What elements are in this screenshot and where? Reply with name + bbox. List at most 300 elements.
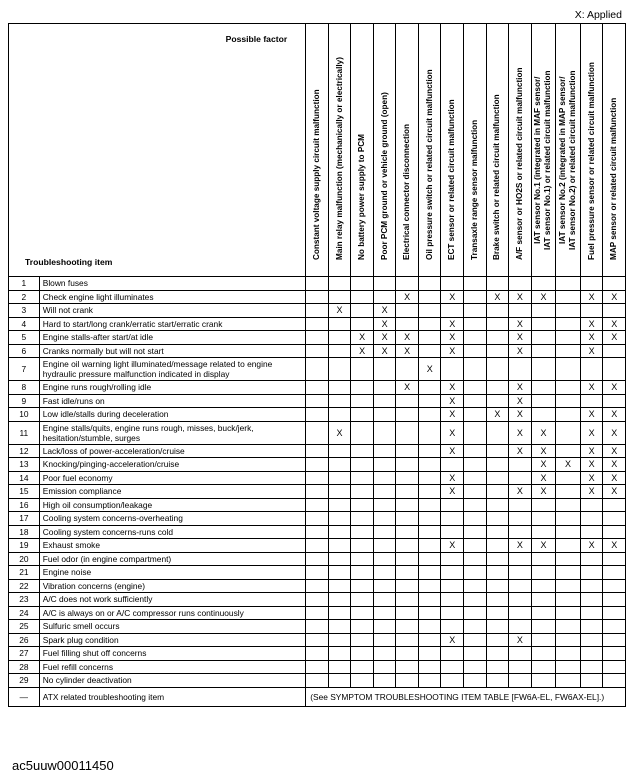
row-number: 17: [9, 512, 40, 526]
applied-mark: [531, 633, 556, 647]
applied-mark: [351, 512, 374, 526]
applied-mark: [306, 512, 329, 526]
applied-mark: X: [328, 421, 351, 444]
applied-mark: [580, 552, 603, 566]
applied-mark: [580, 647, 603, 661]
table-row: [9, 525, 626, 539]
applied-mark: [328, 566, 351, 580]
applied-mark: [603, 394, 626, 408]
applied-mark: [418, 593, 441, 607]
applied-mark: [328, 647, 351, 661]
table-row: [9, 331, 626, 345]
applied-mark: [556, 421, 581, 444]
applied-mark: X: [580, 408, 603, 422]
applied-mark: [556, 381, 581, 395]
applied-mark: [351, 593, 374, 607]
applied-mark: [351, 606, 374, 620]
applied-mark: [486, 304, 509, 318]
applied-mark: [396, 647, 419, 661]
applied-mark: [328, 620, 351, 634]
applied-mark: X: [603, 458, 626, 472]
applied-mark: [328, 458, 351, 472]
applied-mark: [418, 512, 441, 526]
applied-mark: [464, 290, 487, 304]
symptom-cell: Engine noise: [39, 566, 305, 580]
row-number: 20: [9, 552, 40, 566]
applied-mark: X: [373, 344, 396, 358]
applied-mark: [306, 593, 329, 607]
applied-mark: X: [603, 290, 626, 304]
applied-mark: [351, 566, 374, 580]
applied-mark: [486, 539, 509, 553]
applied-mark: [464, 660, 487, 674]
applied-mark: [580, 498, 603, 512]
table-row: [9, 539, 626, 553]
factor-header: [418, 24, 441, 277]
applied-mark: [328, 344, 351, 358]
applied-mark: [418, 277, 441, 291]
applied-mark: X: [373, 317, 396, 331]
applied-mark: [603, 344, 626, 358]
table-row: [9, 566, 626, 580]
factor-header: [464, 24, 487, 277]
applied-mark: [556, 633, 581, 647]
applied-mark: [306, 552, 329, 566]
applied-mark: [556, 408, 581, 422]
applied-mark: [328, 512, 351, 526]
applied-mark: [486, 552, 509, 566]
row-number: 6: [9, 344, 40, 358]
applied-mark: [396, 539, 419, 553]
applied-mark: [418, 660, 441, 674]
applied-mark: [531, 344, 556, 358]
applied-mark: [556, 358, 581, 381]
factor-header: [351, 24, 374, 277]
applied-mark: [531, 408, 556, 422]
applied-mark: X: [580, 290, 603, 304]
factor-label: Main relay malfunction (mechanically or electrically): [334, 57, 344, 260]
applied-mark: [486, 458, 509, 472]
applied-mark: [418, 620, 441, 634]
applied-mark: X: [509, 394, 532, 408]
applied-mark: [603, 552, 626, 566]
applied-mark: [441, 552, 464, 566]
applied-mark: [396, 421, 419, 444]
applied-mark: [441, 606, 464, 620]
applied-mark: [531, 674, 556, 688]
row-number: 5: [9, 331, 40, 345]
applied-mark: [556, 394, 581, 408]
applied-mark: [418, 552, 441, 566]
applied-mark: [396, 525, 419, 539]
applied-mark: [396, 498, 419, 512]
applied-mark: [580, 512, 603, 526]
applied-mark: [580, 593, 603, 607]
applied-mark: [509, 304, 532, 318]
applied-mark: X: [486, 290, 509, 304]
applied-mark: [373, 660, 396, 674]
applied-mark: [531, 381, 556, 395]
applied-mark: X: [441, 394, 464, 408]
table-row: [9, 471, 626, 485]
symptom-cell: Engine stalls/quits, engine runs rough, misses, buck/jerk, hesitation/stumble, surges: [39, 421, 305, 444]
applied-mark: [486, 674, 509, 688]
applied-mark: X: [580, 539, 603, 553]
applied-mark: [396, 304, 419, 318]
applied-mark: X: [509, 381, 532, 395]
applied-mark: [556, 552, 581, 566]
applied-mark: [306, 381, 329, 395]
applied-mark: [509, 512, 532, 526]
applied-mark: [351, 660, 374, 674]
row-number: 4: [9, 317, 40, 331]
applied-mark: [509, 606, 532, 620]
applied-mark: [441, 277, 464, 291]
applied-mark: [531, 606, 556, 620]
symptom-cell: Engine runs rough/rolling idle: [39, 381, 305, 395]
atx-row: [9, 687, 626, 706]
table-row: [9, 317, 626, 331]
header-row: [9, 24, 626, 277]
applied-mark: [486, 394, 509, 408]
applied-mark: [509, 552, 532, 566]
applied-mark: [464, 552, 487, 566]
table-row: [9, 498, 626, 512]
table-row: [9, 444, 626, 458]
applied-mark: [580, 394, 603, 408]
applied-mark: [373, 647, 396, 661]
applied-mark: [441, 566, 464, 580]
table-row: [9, 358, 626, 381]
applied-mark: [351, 458, 374, 472]
applied-mark: [580, 660, 603, 674]
applied-mark: [373, 633, 396, 647]
applied-mark: X: [441, 381, 464, 395]
applied-mark: [486, 593, 509, 607]
table-row: [9, 512, 626, 526]
row-number: 10: [9, 408, 40, 422]
applied-mark: [603, 358, 626, 381]
symptom-cell: High oil consumption/leakage: [39, 498, 305, 512]
applied-mark: [441, 525, 464, 539]
applied-mark: [556, 317, 581, 331]
applied-mark: [464, 381, 487, 395]
applied-mark: X: [580, 444, 603, 458]
row-number: 12: [9, 444, 40, 458]
applied-mark: [328, 394, 351, 408]
row-number: 3: [9, 304, 40, 318]
applied-mark: [509, 620, 532, 634]
symptom-cell: Lack/loss of power-acceleration/cruise: [39, 444, 305, 458]
applied-mark: [306, 525, 329, 539]
applied-mark: X: [441, 539, 464, 553]
applied-mark: [418, 633, 441, 647]
applied-mark: [396, 408, 419, 422]
applied-mark: [418, 421, 441, 444]
applied-mark: X: [531, 458, 556, 472]
applied-mark: [486, 525, 509, 539]
applied-mark: [531, 331, 556, 345]
applied-mark: X: [509, 444, 532, 458]
applied-mark: X: [580, 344, 603, 358]
applied-mark: [306, 458, 329, 472]
table-row: [9, 552, 626, 566]
applied-mark: [509, 674, 532, 688]
applied-mark: [373, 458, 396, 472]
applied-mark: [328, 331, 351, 345]
applied-mark: X: [373, 331, 396, 345]
table-row: [9, 579, 626, 593]
applied-mark: [556, 593, 581, 607]
applied-mark: [531, 525, 556, 539]
applied-mark: [396, 566, 419, 580]
applied-mark: [556, 498, 581, 512]
applied-mark: [464, 579, 487, 593]
row-number: 7: [9, 358, 40, 381]
applied-mark: [486, 381, 509, 395]
factor-header: [580, 24, 603, 277]
applied-mark: X: [441, 290, 464, 304]
applied-mark: [396, 512, 419, 526]
applied-mark: [306, 579, 329, 593]
applied-mark: [351, 277, 374, 291]
applied-mark: X: [580, 458, 603, 472]
applied-mark: [531, 647, 556, 661]
applied-mark: [396, 444, 419, 458]
applied-mark: [418, 566, 441, 580]
row-number: 11: [9, 421, 40, 444]
applied-mark: [418, 539, 441, 553]
applied-mark: [351, 620, 374, 634]
applied-mark: [351, 317, 374, 331]
applied-mark: [603, 593, 626, 607]
table-row: [9, 485, 626, 499]
applied-mark: [441, 458, 464, 472]
applied-mark: [396, 579, 419, 593]
applied-mark: X: [509, 421, 532, 444]
applied-mark: [418, 471, 441, 485]
symptom-cell: No cylinder deactivation: [39, 674, 305, 688]
applied-mark: [373, 485, 396, 499]
factor-label: No battery power supply to PCM: [357, 133, 367, 260]
applied-mark: [556, 647, 581, 661]
applied-mark: [328, 552, 351, 566]
applied-mark: [396, 458, 419, 472]
applied-mark: [418, 674, 441, 688]
symptom-cell: Vibration concerns (engine): [39, 579, 305, 593]
applied-mark: [328, 485, 351, 499]
applied-mark: X: [580, 381, 603, 395]
applied-mark: [328, 444, 351, 458]
symptom-cell: Check engine light illuminates: [39, 290, 305, 304]
applied-mark: [580, 579, 603, 593]
applied-mark: X: [531, 539, 556, 553]
row-number: 18: [9, 525, 40, 539]
applied-mark: [373, 381, 396, 395]
applied-mark: [556, 277, 581, 291]
row-number: 24: [9, 606, 40, 620]
applied-mark: [486, 358, 509, 381]
applied-mark: [603, 674, 626, 688]
factor-label: Poor PCM ground or vehicle ground (open): [379, 92, 389, 260]
applied-mark: [486, 647, 509, 661]
applied-mark: [464, 444, 487, 458]
table-row: [9, 277, 626, 291]
applied-mark: [486, 566, 509, 580]
symptom-cell: Low idle/stalls during deceleration: [39, 408, 305, 422]
table-row: [9, 290, 626, 304]
factor-header: [441, 24, 464, 277]
applied-mark: [373, 579, 396, 593]
applied-mark: [464, 458, 487, 472]
applied-mark: [396, 471, 419, 485]
applied-mark: [531, 512, 556, 526]
applied-mark: [328, 579, 351, 593]
table-body: [9, 277, 626, 707]
applied-mark: [509, 566, 532, 580]
applied-mark: [328, 408, 351, 422]
row-number: 29: [9, 674, 40, 688]
applied-mark: [603, 512, 626, 526]
applied-mark: [306, 277, 329, 291]
symptom-cell: Will not crank: [39, 304, 305, 318]
applied-mark: [556, 471, 581, 485]
symptom-cell: ATX related troubleshooting item: [39, 687, 305, 706]
factor-header: [396, 24, 419, 277]
applied-mark: [464, 485, 487, 499]
applied-mark: [373, 593, 396, 607]
applied-mark: [464, 647, 487, 661]
applied-mark: [464, 512, 487, 526]
applied-mark: X: [441, 331, 464, 345]
applied-mark: [373, 539, 396, 553]
applied-mark: [531, 277, 556, 291]
applied-mark: X: [531, 421, 556, 444]
row-number: 19: [9, 539, 40, 553]
applied-mark: X: [580, 331, 603, 345]
applied-mark: X: [556, 458, 581, 472]
applied-mark: [328, 525, 351, 539]
applied-mark: X: [580, 421, 603, 444]
table-row: [9, 421, 626, 444]
applied-mark: X: [373, 304, 396, 318]
row-number: 1: [9, 277, 40, 291]
row-number: 22: [9, 579, 40, 593]
applied-mark: [556, 539, 581, 553]
applied-mark: X: [603, 381, 626, 395]
applied-mark: [464, 593, 487, 607]
applied-mark: [418, 498, 441, 512]
applied-mark: [556, 620, 581, 634]
applied-mark: [509, 660, 532, 674]
applied-mark: [556, 485, 581, 499]
applied-mark: X: [509, 485, 532, 499]
applied-mark: [396, 358, 419, 381]
factor-header: [556, 24, 581, 277]
applied-mark: [580, 358, 603, 381]
figure-id: ac5uuw00011450: [12, 758, 114, 773]
applied-mark: [328, 539, 351, 553]
applied-mark: [486, 471, 509, 485]
applied-mark: [306, 633, 329, 647]
applied-mark: X: [509, 539, 532, 553]
applied-mark: [556, 606, 581, 620]
applied-mark: [373, 512, 396, 526]
applied-mark: [464, 317, 487, 331]
table-row: [9, 620, 626, 634]
applied-mark: [531, 304, 556, 318]
table-row: [9, 381, 626, 395]
factor-label: Electrical connector disconnection: [402, 123, 412, 260]
applied-mark: [351, 552, 374, 566]
applied-mark: X: [441, 408, 464, 422]
applied-mark: [603, 660, 626, 674]
applied-mark: [351, 421, 374, 444]
applied-mark: [464, 498, 487, 512]
applied-mark: [418, 458, 441, 472]
applied-mark: [396, 633, 419, 647]
applied-mark: [306, 358, 329, 381]
applied-mark: [306, 471, 329, 485]
applied-mark: [464, 471, 487, 485]
applied-mark: [464, 539, 487, 553]
symptom-cell: A/C is always on or A/C compressor runs continuously: [39, 606, 305, 620]
applied-mark: [306, 331, 329, 345]
applied-mark: [531, 593, 556, 607]
applied-mark: [373, 606, 396, 620]
table-row: [9, 394, 626, 408]
applied-mark: [351, 408, 374, 422]
applied-mark: [464, 633, 487, 647]
applied-mark: [306, 566, 329, 580]
applied-mark: [306, 304, 329, 318]
symptom-cell: Cooling system concerns-runs cold: [39, 525, 305, 539]
factor-label: IAT sensor No.1 (integrated in MAF sensor/ IAT sensor No.1) or related circuit malfunction: [533, 70, 553, 250]
factor-label: MAP sensor or related circuit malfunction: [609, 97, 619, 260]
applied-mark: [441, 498, 464, 512]
applied-mark: [509, 525, 532, 539]
applied-mark: [396, 485, 419, 499]
applied-mark: [509, 277, 532, 291]
applied-mark: [580, 633, 603, 647]
applied-mark: X: [418, 358, 441, 381]
applied-mark: [328, 633, 351, 647]
applied-mark: [306, 606, 329, 620]
factor-header: [531, 24, 556, 277]
applied-mark: X: [509, 331, 532, 345]
applied-mark: [603, 633, 626, 647]
applied-mark: [441, 674, 464, 688]
applied-mark: [580, 674, 603, 688]
applied-mark: [328, 381, 351, 395]
applied-mark: [556, 331, 581, 345]
applied-mark: [509, 358, 532, 381]
table-row: [9, 304, 626, 318]
possible-factor-label: Possible factor: [225, 34, 288, 44]
applied-mark: [328, 660, 351, 674]
applied-mark: [509, 579, 532, 593]
symptom-cell: A/C does not work sufficiently: [39, 593, 305, 607]
applied-mark: [328, 606, 351, 620]
applied-mark: X: [441, 317, 464, 331]
applied-mark: [464, 620, 487, 634]
applied-mark: [328, 471, 351, 485]
applied-mark: X: [351, 344, 374, 358]
applied-mark: [396, 552, 419, 566]
applied-mark: [306, 394, 329, 408]
applied-mark: [373, 525, 396, 539]
applied-mark: [373, 620, 396, 634]
